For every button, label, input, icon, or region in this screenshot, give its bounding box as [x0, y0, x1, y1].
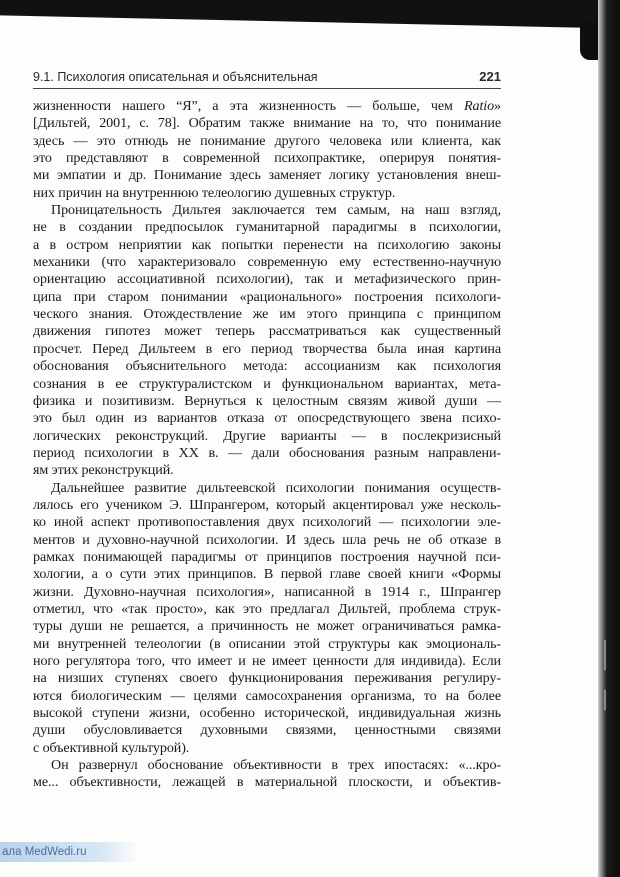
- paragraph: [33, 98, 501, 202]
- margin-mark: [604, 640, 606, 670]
- running-title: 9.1. Психология описательная и объяснительная: [33, 70, 318, 84]
- text-line: это был один из вариантов отказа от опосредствующего звена психо-: [33, 410, 501, 427]
- text-line: рамках понимающей парадигмы от принципов построения научной пси-: [33, 548, 501, 565]
- watermark-banner: ала MedWedi.ru: [0, 842, 140, 862]
- text-line: движения гипотез может теперь рассматриваться как существенный: [33, 323, 501, 340]
- text-line: души обусловливается духовными связями, ценностными связями: [33, 722, 501, 739]
- text-line: жизненности нашего “Я”, а эта жизненность — больше, чем Ratio»: [33, 98, 501, 114]
- text-line: высокой ступени жизни, особенно исторической, индивидуальная жизнь: [33, 705, 501, 722]
- text-line: отметил, что «так просто», как это предлагал Дильтей, проблема струк-: [33, 600, 501, 617]
- text-line: период психологии в XX в. — дали обоснования разным направлени-: [33, 444, 501, 461]
- paragraph: [33, 480, 501, 758]
- text-line: механики (что характеризовало современную ему естественно-научную: [33, 254, 501, 271]
- text-line: а в остром неприятии как попытки перенести на психологию законы: [33, 236, 501, 253]
- text-line: просчет. Перед Дильтеем в его период творчества была иная картина: [33, 340, 501, 357]
- text-line: Проницательность Дильтея заключается тем самым, на наш взгляд,: [51, 202, 501, 219]
- text-line: не в создании предпосылок гуманитарной парадигмы в психологии,: [33, 219, 501, 236]
- text-line: хологии, а о сути этих принципов. В первой главе своей книги «Формы: [33, 566, 501, 583]
- body-text: [33, 98, 501, 792]
- text-line: ются биологическим — целями самосохранения организма, то на более: [33, 687, 501, 704]
- text-line: логических реконструкций. Другие варианты — в послекризисный: [33, 427, 501, 444]
- paragraph: [33, 202, 501, 480]
- text-line: ям этих реконструкций.: [33, 462, 174, 479]
- text-line: ного регулятора того, что имеет и не имеет ценности для индивида). Если: [33, 653, 501, 669]
- text-line: сознания в ее структуралистском и функциональном вариантах, мета-: [33, 375, 501, 392]
- text-line: жизни. Духовно-научная психология», написанной в 1914 г., Шпрангер: [33, 583, 501, 600]
- text-line: них причин на внутреннюю телеологию душевных структур.: [33, 184, 396, 201]
- margin-mark: [604, 690, 606, 710]
- text-line: ко иной аспект противопоставления двух психологий — психологии эле-: [33, 514, 501, 531]
- text-line: ми эмпатии и др. Понимание здесь заменяет логику установления внеш-: [33, 167, 501, 184]
- text-line: ме... объективности, лежащей в материальной плоскости, и объектив-: [33, 774, 501, 791]
- running-header: [33, 68, 501, 89]
- page-number: 221: [479, 69, 501, 84]
- text-line: здесь — это отнюдь не понимание другого человека или клиента, как: [33, 132, 501, 149]
- scan-shadow-right: [598, 0, 620, 877]
- text-line: ципа при старом понимании «рационального» построения психологи-: [33, 288, 501, 305]
- text-line: на низших ступенях своего функционирования переживания регулиру-: [33, 670, 501, 687]
- text-line: Дальнейшее развитие дильтеевской психологии понимания осуществ-: [51, 479, 501, 496]
- text-line: Он развернул обоснование объективности в трех ипостасях: «...кро-: [51, 757, 501, 774]
- scan-shadow-top: [0, 0, 620, 28]
- text-line: ми внутренней телеологии (в описании этой структуры как эмоциональ-: [33, 635, 501, 652]
- text-line: обоснования объяснительного метода: ассоцианизм как психология: [33, 358, 501, 375]
- text-line: ческого знания. Отождествление же им этого принципа с принципом: [33, 306, 501, 323]
- text-line: лялось его учеником Э. Шпрангером, который акцентировал уже несколь-: [33, 496, 501, 513]
- paragraph: [33, 757, 501, 792]
- text-line: ориентацию ассоциативной психологии), так и метафизического прин-: [33, 271, 501, 288]
- scan-shadow-notch: [580, 20, 598, 60]
- text-line: с объективной культурой).: [33, 739, 190, 756]
- text-line: [Дильтей, 2001, с. 78]. Обратим также внимание на то, что понимание: [33, 115, 501, 132]
- text-line: физика и позитивизм. Вернуться к целостным связям живой души —: [33, 392, 501, 409]
- text-line: это представляют в современной психопрактике, оперируя понятия-: [33, 150, 501, 167]
- text-line: туры души не решается, а причинность не может ограничиваться рамка-: [33, 618, 501, 635]
- text-line: ментов и духовно-научной психологии. И здесь шла речь не об отказе в: [33, 531, 501, 548]
